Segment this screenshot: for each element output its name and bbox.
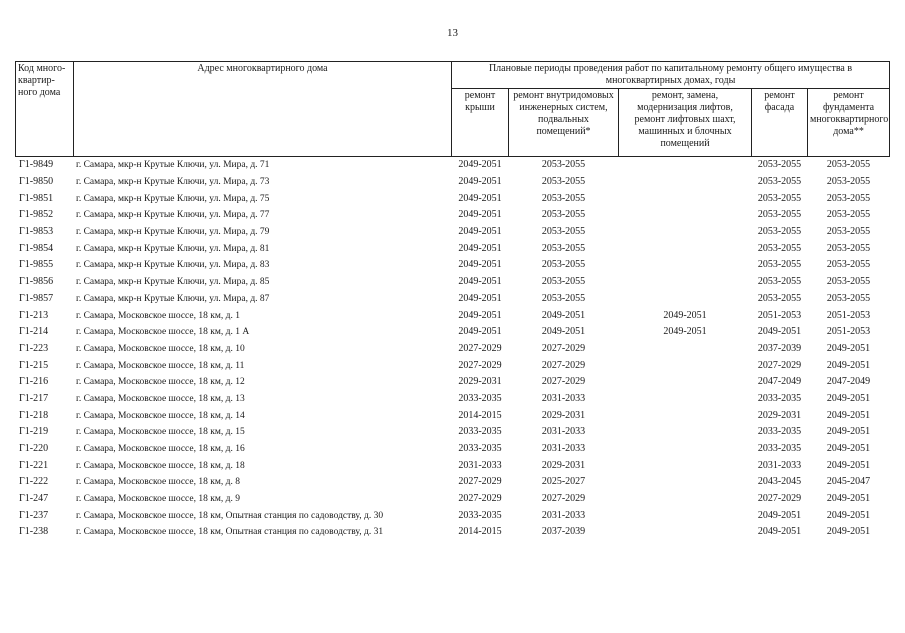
cell-engineering: 2027-2029 [541, 493, 586, 505]
cell-roof: 2049-2051 [458, 159, 502, 171]
cell-roof: 2033-2035 [458, 392, 502, 404]
page-number: 13 [447, 27, 458, 39]
cell-address: г. Самара, мкр-н Крутые Ключи, ул. Мира, д. 83 [76, 260, 270, 271]
table-row [16, 224, 890, 241]
table-row [16, 374, 890, 391]
cell-facade: 2029-2031 [757, 409, 802, 421]
cell-engineering: 2031-2033 [541, 443, 586, 455]
cell-roof: 2014-2015 [458, 409, 502, 421]
cell-address: г. Самара, Московское шоссе, 18 км, д. 18 [76, 460, 245, 471]
table-row [16, 190, 890, 207]
cell-roof: 2049-2051 [458, 192, 502, 204]
cell-foundation: 2053-2055 [826, 209, 871, 221]
table-row [16, 441, 890, 458]
cell-address: г. Самара, мкр-н Крутые Ключи, ул. Мира, д. 81 [76, 243, 270, 254]
cell-facade: 2027-2029 [757, 493, 802, 505]
cell-facade: 2047-2049 [757, 376, 802, 388]
cell-facade: 2037-2039 [757, 342, 802, 354]
cell-facade: 2049-2051 [757, 509, 802, 521]
cell-code: Г1-9852 [19, 209, 54, 221]
cell-engineering: 2053-2055 [541, 209, 586, 221]
cell-code: Г1-237 [19, 509, 49, 521]
cell-code: Г1-9849 [19, 159, 54, 171]
cell-facade: 2053-2055 [757, 292, 802, 304]
cell-engineering: 2029-2031 [541, 409, 586, 421]
cell-lifts [619, 407, 752, 424]
cell-foundation: 2051-2053 [826, 326, 871, 338]
cell-roof: 2049-2051 [458, 309, 502, 321]
table-row [16, 324, 890, 341]
cell-foundation: 2049-2051 [826, 509, 871, 521]
cell-roof: 2029-2031 [458, 376, 502, 388]
cell-code: Г1-223 [19, 342, 49, 354]
cell-lifts [619, 491, 752, 508]
cell-roof: 2049-2051 [458, 259, 502, 271]
cell-address: г. Самара, Московское шоссе, 18 км, д. 16 [76, 444, 245, 455]
table-row [16, 357, 890, 374]
cell-lifts [619, 391, 752, 408]
header-code: Код много-квартир-ного дома [16, 62, 74, 157]
cell-code: Г1-218 [19, 409, 49, 421]
cell-code: Г1-220 [19, 443, 49, 455]
cell-foundation: 2053-2055 [826, 159, 871, 171]
table-row [16, 424, 890, 441]
cell-engineering: 2049-2051 [541, 326, 586, 338]
cell-address: г. Самара, мкр-н Крутые Ключи, ул. Мира, д. 71 [76, 160, 270, 171]
table-row [16, 391, 890, 408]
cell-code: Г1-213 [19, 309, 49, 321]
cell-foundation: 2045-2047 [826, 476, 871, 488]
cell-facade: 2043-2045 [757, 476, 802, 488]
cell-lifts [619, 240, 752, 257]
cell-foundation: 2053-2055 [826, 192, 871, 204]
cell-lifts [619, 174, 752, 191]
cell-foundation: 2053-2055 [826, 226, 871, 238]
cell-lifts [619, 291, 752, 308]
cell-lifts [619, 224, 752, 241]
cell-code: Г1-222 [19, 476, 49, 488]
cell-facade: 2053-2055 [757, 159, 802, 171]
cell-code: Г1-215 [19, 359, 49, 371]
cell-roof: 2033-2035 [458, 509, 502, 521]
cell-code: Г1-9850 [19, 176, 54, 188]
table-row [16, 407, 890, 424]
table-row [16, 507, 890, 524]
cell-roof: 2049-2051 [458, 292, 502, 304]
cell-engineering: 2053-2055 [541, 176, 586, 188]
cell-facade: 2049-2051 [757, 526, 802, 538]
cell-roof: 2027-2029 [458, 359, 502, 371]
cell-foundation: 2051-2053 [826, 309, 871, 321]
table-row [16, 291, 890, 308]
cell-address: г. Самара, Московское шоссе, 18 км, д. 15 [76, 427, 245, 438]
cell-roof: 2049-2051 [458, 242, 502, 254]
cell-foundation: 2049-2051 [826, 459, 871, 471]
table-row [16, 274, 890, 291]
cell-address: г. Самара, Московское шоссе, 18 км, Опытная станция по садоводству, д. 30 [76, 510, 384, 521]
cell-code: Г1-9855 [19, 259, 54, 271]
cell-engineering: 2031-2033 [541, 509, 586, 521]
cell-engineering: 2053-2055 [541, 159, 586, 171]
cell-address: г. Самара, мкр-н Крутые Ключи, ул. Мира, д. 75 [76, 193, 270, 204]
cell-facade: 2049-2051 [757, 326, 802, 338]
header-roof: ремонт крыши [452, 89, 509, 157]
table-body [16, 157, 890, 541]
cell-engineering: 2053-2055 [541, 292, 586, 304]
cell-facade: 2053-2055 [757, 209, 802, 221]
cell-facade: 2033-2035 [757, 426, 802, 438]
table-row [16, 457, 890, 474]
cell-foundation: 2049-2051 [826, 342, 871, 354]
cell-code: Г1-247 [19, 493, 49, 505]
cell-lifts [619, 424, 752, 441]
cell-roof: 2027-2029 [458, 493, 502, 505]
cell-address: г. Самара, Московское шоссе, 18 км, д. 12 [76, 377, 245, 388]
cell-foundation: 2049-2051 [826, 359, 871, 371]
table-row [16, 240, 890, 257]
cell-facade: 2053-2055 [757, 192, 802, 204]
cell-engineering: 2025-2027 [541, 476, 586, 488]
cell-code: Г1-9856 [19, 276, 54, 288]
cell-foundation: 2053-2055 [826, 259, 871, 271]
cell-code: Г1-219 [19, 426, 49, 438]
cell-foundation: 2049-2051 [826, 409, 871, 421]
cell-code: Г1-9853 [19, 226, 54, 238]
cell-address: г. Самара, Московское шоссе, 18 км, д. 1 [76, 310, 240, 321]
cell-facade: 2033-2035 [757, 392, 802, 404]
cell-roof: 2049-2051 [458, 209, 502, 221]
cell-address: г. Самара, Московское шоссе, 18 км, д. 9 [76, 494, 240, 505]
cell-facade: 2033-2035 [757, 443, 802, 455]
cell-address: г. Самара, мкр-н Крутые Ключи, ул. Мира, д. 77 [76, 210, 270, 221]
cell-facade: 2053-2055 [757, 176, 802, 188]
cell-engineering: 2037-2039 [541, 526, 586, 538]
cell-engineering: 2031-2033 [541, 426, 586, 438]
cell-address: г. Самара, Московское шоссе, 18 км, д. 8 [76, 477, 240, 488]
cell-lifts [619, 257, 752, 274]
cell-foundation: 2049-2051 [826, 493, 871, 505]
cell-code: Г1-9851 [19, 192, 54, 204]
cell-facade: 2027-2029 [757, 359, 802, 371]
cell-code: Г1-238 [19, 526, 49, 538]
cell-lifts [619, 341, 752, 358]
cell-address: г. Самара, Московское шоссе, 18 км, д. 1 А [76, 327, 250, 338]
cell-lifts [619, 357, 752, 374]
cell-engineering: 2029-2031 [541, 459, 586, 471]
cell-engineering: 2027-2029 [541, 342, 586, 354]
table-row [16, 157, 890, 174]
table-row [16, 341, 890, 358]
cell-code: Г1-216 [19, 376, 49, 388]
table-row [16, 207, 890, 224]
cell-roof: 2033-2035 [458, 443, 502, 455]
cell-lifts [619, 507, 752, 524]
cell-engineering: 2031-2033 [541, 392, 586, 404]
cell-lifts [619, 524, 752, 541]
table-row [16, 174, 890, 191]
cell-code: Г1-9857 [19, 292, 54, 304]
cell-code: Г1-221 [19, 459, 49, 471]
cell-address: г. Самара, Московское шоссе, 18 км, д. 11 [76, 360, 245, 371]
cell-roof: 2014-2015 [458, 526, 502, 538]
cell-foundation: 2049-2051 [826, 426, 871, 438]
cell-lifts [619, 190, 752, 207]
cell-roof: 2049-2051 [458, 226, 502, 238]
cell-lifts [619, 157, 752, 174]
cell-foundation: 2049-2051 [826, 392, 871, 404]
cell-address: г. Самара, мкр-н Крутые Ключи, ул. Мира, д. 79 [76, 227, 270, 238]
header-engineering: ремонт внутридомовых инженерных систем, подвальных помещений* [509, 89, 619, 157]
cell-engineering: 2027-2029 [541, 359, 586, 371]
cell-address: г. Самара, Московское шоссе, 18 км, д. 14 [76, 410, 245, 421]
cell-foundation: 2053-2055 [826, 276, 871, 288]
cell-foundation: 2053-2055 [826, 242, 871, 254]
cell-lifts: 2049-2051 [663, 326, 707, 338]
cell-roof: 2049-2051 [458, 176, 502, 188]
header-foundation: ремонт фундамента многоквартирного дома** [808, 89, 890, 157]
cell-engineering: 2053-2055 [541, 259, 586, 271]
cell-foundation: 2047-2049 [826, 376, 871, 388]
cell-engineering: 2053-2055 [541, 226, 586, 238]
cell-lifts: 2049-2051 [663, 309, 707, 321]
cell-roof: 2049-2051 [458, 276, 502, 288]
cell-facade: 2053-2055 [757, 276, 802, 288]
cell-roof: 2027-2029 [458, 342, 502, 354]
table-row [16, 524, 890, 541]
cell-engineering: 2053-2055 [541, 276, 586, 288]
cell-address: г. Самара, Московское шоссе, 18 км, д. 13 [76, 393, 245, 404]
table-row [16, 474, 890, 491]
table-row [16, 491, 890, 508]
cell-foundation: 2049-2051 [826, 526, 871, 538]
cell-lifts [619, 457, 752, 474]
cell-engineering: 2049-2051 [541, 309, 586, 321]
cell-engineering: 2053-2055 [541, 242, 586, 254]
cell-facade: 2051-2053 [757, 309, 802, 321]
header-facade: ремонт фасада [752, 89, 808, 157]
cell-lifts [619, 274, 752, 291]
header-address: Адрес многоквартирного дома [74, 62, 452, 157]
cell-address: г. Самара, Московское шоссе, 18 км, Опытная станция по садоводству, д. 31 [76, 527, 384, 538]
cell-facade: 2053-2055 [757, 226, 802, 238]
cell-address: г. Самара, мкр-н Крутые Ключи, ул. Мира, д. 85 [76, 277, 270, 288]
table-row [16, 307, 890, 324]
cell-foundation: 2053-2055 [826, 176, 871, 188]
cell-engineering: 2053-2055 [541, 192, 586, 204]
cell-roof: 2049-2051 [458, 326, 502, 338]
capital-repair-table [15, 61, 890, 541]
header-lifts: ремонт, замена, модернизация лифтов, ремонт лифтовых шахт, машинных и блочных помещений [619, 89, 752, 157]
cell-code: Г1-214 [19, 326, 49, 338]
cell-roof: 2027-2029 [458, 476, 502, 488]
cell-foundation: 2053-2055 [826, 292, 871, 304]
table-row [16, 257, 890, 274]
header-periods: Плановые периоды проведения работ по капитальному ремонту общего имущества в многоквартирных домах, годы [452, 62, 890, 89]
cell-lifts [619, 207, 752, 224]
cell-address: г. Самара, мкр-н Крутые Ключи, ул. Мира, д. 87 [76, 293, 270, 304]
cell-roof: 2033-2035 [458, 426, 502, 438]
cell-address: г. Самара, Московское шоссе, 18 км, д. 10 [76, 343, 245, 354]
cell-facade: 2031-2033 [757, 459, 802, 471]
cell-engineering: 2027-2029 [541, 376, 586, 388]
cell-lifts [619, 474, 752, 491]
cell-facade: 2053-2055 [757, 242, 802, 254]
cell-foundation: 2049-2051 [826, 443, 871, 455]
cell-code: Г1-217 [19, 392, 49, 404]
cell-roof: 2031-2033 [458, 459, 502, 471]
cell-code: Г1-9854 [19, 242, 54, 254]
cell-facade: 2053-2055 [757, 259, 802, 271]
cell-lifts [619, 374, 752, 391]
cell-lifts [619, 441, 752, 458]
cell-address: г. Самара, мкр-н Крутые Ключи, ул. Мира, д. 73 [76, 177, 270, 188]
header-row [16, 62, 890, 89]
